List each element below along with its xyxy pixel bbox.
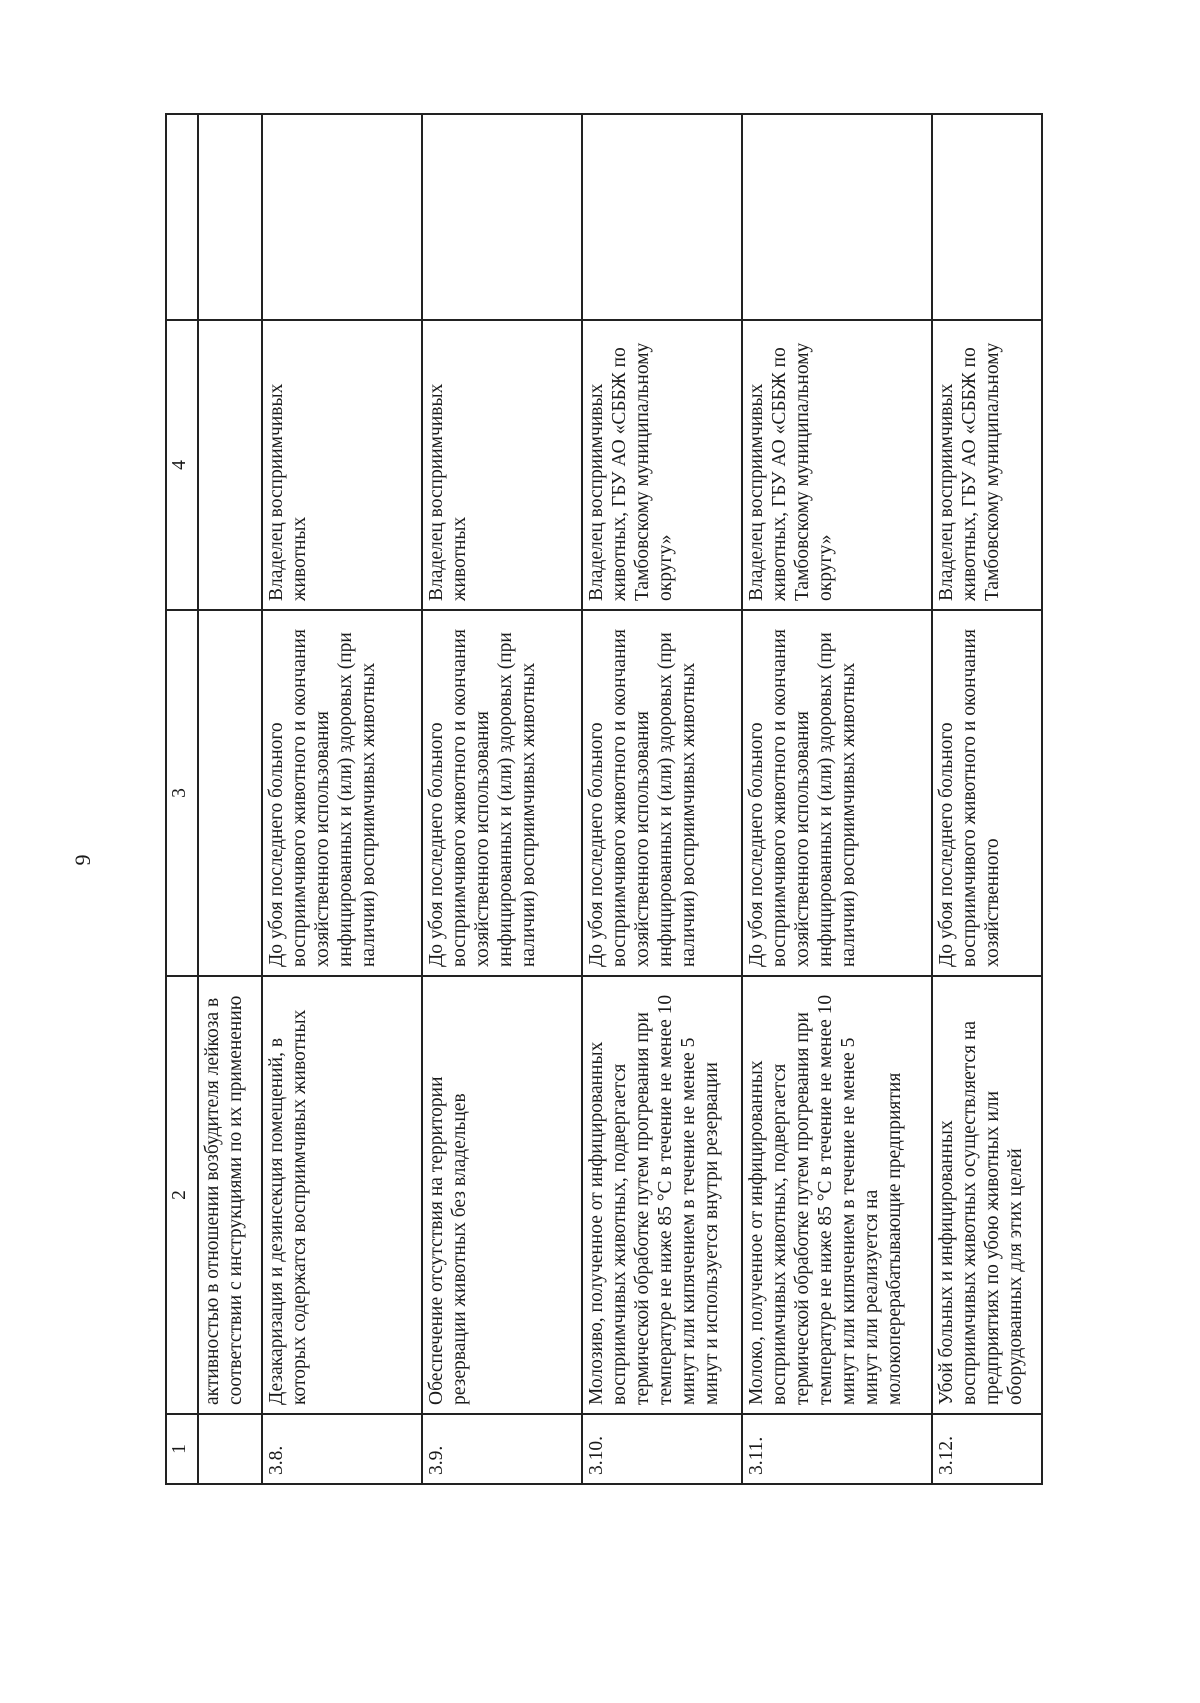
header-col-5	[166, 114, 198, 320]
row-measure: Убой больных и инфицированных восприимчивых животных осуществляется на предприятиях по убою животных или оборудованных для этих целей	[932, 976, 1042, 1414]
row-extra	[198, 114, 262, 320]
row-responsible: Владелец восприимчивых животных	[422, 320, 582, 610]
row-number: 3.11.	[742, 1414, 932, 1484]
row-extra	[932, 114, 1042, 320]
row-deadline: До убоя последнего больного восприимчивого животного и окончания хозяйственного	[932, 610, 1042, 976]
row-responsible	[198, 320, 262, 610]
row-number	[198, 1414, 262, 1484]
row-number: 3.9.	[422, 1414, 582, 1484]
row-number: 3.10.	[582, 1414, 742, 1484]
measures-table-rotated	[165, 115, 1055, 1485]
row-measure: активностью в отношении возбудителя лейкоза в соответствии с инструкциями по их применению	[198, 976, 262, 1414]
table-row	[742, 114, 932, 1484]
header-col-3: 3	[166, 610, 198, 976]
row-responsible: Владелец восприимчивых животных, ГБУ АО «СББЖ по Тамбовскому муниципальному округу»	[582, 320, 742, 610]
row-extra	[422, 114, 582, 320]
page-number: 9	[70, 854, 95, 866]
row-deadline: До убоя последнего больного восприимчивого животного и окончания хозяйственного использования инфицированных и (или) здоровых (при наличии) восприимчивых животных	[742, 610, 932, 976]
table-row	[198, 114, 262, 1484]
table-header-row	[166, 114, 198, 1484]
header-col-2: 2	[166, 976, 198, 1414]
row-measure: Молозиво, полученное от инфицированных восприимчивых животных, подвергается термической обработке путем прогревания при температуре не ниже 85 °С в течение не менее 10 минут или кипячением в течение не менее 5 минут и используется внутри резервации	[582, 976, 742, 1414]
row-deadline: До убоя последнего больного восприимчивого животного и окончания хозяйственного использования инфицированных и (или) здоровых (при наличии) восприимчивых животных	[422, 610, 582, 976]
row-deadline	[198, 610, 262, 976]
row-number: 3.12.	[932, 1414, 1042, 1484]
table-row	[582, 114, 742, 1484]
measures-table-frame	[165, 115, 1055, 1485]
table-row	[932, 114, 1042, 1484]
table-row	[422, 114, 582, 1484]
row-measure: Обеспечение отсутствия на территории резервации животных без владельцев	[422, 976, 582, 1414]
table-row	[262, 114, 422, 1484]
header-col-1: 1	[166, 1414, 198, 1484]
row-responsible: Владелец восприимчивых животных, ГБУ АО «СББЖ по Тамбовскому муниципальному	[932, 320, 1042, 610]
row-number: 3.8.	[262, 1414, 422, 1484]
row-extra	[742, 114, 932, 320]
row-extra	[582, 114, 742, 320]
row-measure: Молоко, полученное от инфицированных восприимчивых животных, подвергается термической обработке путем прогревания при температуре не ниже 85 °С в течение не менее 10 минут или кипячением в течение не менее 5 минут или реализуется на молокоперерабатывающие предприятия	[742, 976, 932, 1414]
row-extra	[262, 114, 422, 320]
header-col-4: 4	[166, 320, 198, 610]
row-responsible: Владелец восприимчивых животных	[262, 320, 422, 610]
row-measure: Дезакаризация и дезинсекция помещений, в которых содержатся восприимчивых животных	[262, 976, 422, 1414]
row-deadline: До убоя последнего больного восприимчивого животного и окончания хозяйственного использования инфицированных и (или) здоровых (при наличии) восприимчивых животных	[582, 610, 742, 976]
row-deadline: До убоя последнего больного восприимчивого животного и окончания хозяйственного использования инфицированных и (или) здоровых (при наличии) восприимчивых животных	[262, 610, 422, 976]
measures-table	[165, 113, 1043, 1485]
row-responsible: Владелец восприимчивых животных, ГБУ АО «СББЖ по Тамбовскому муниципальному округу»	[742, 320, 932, 610]
